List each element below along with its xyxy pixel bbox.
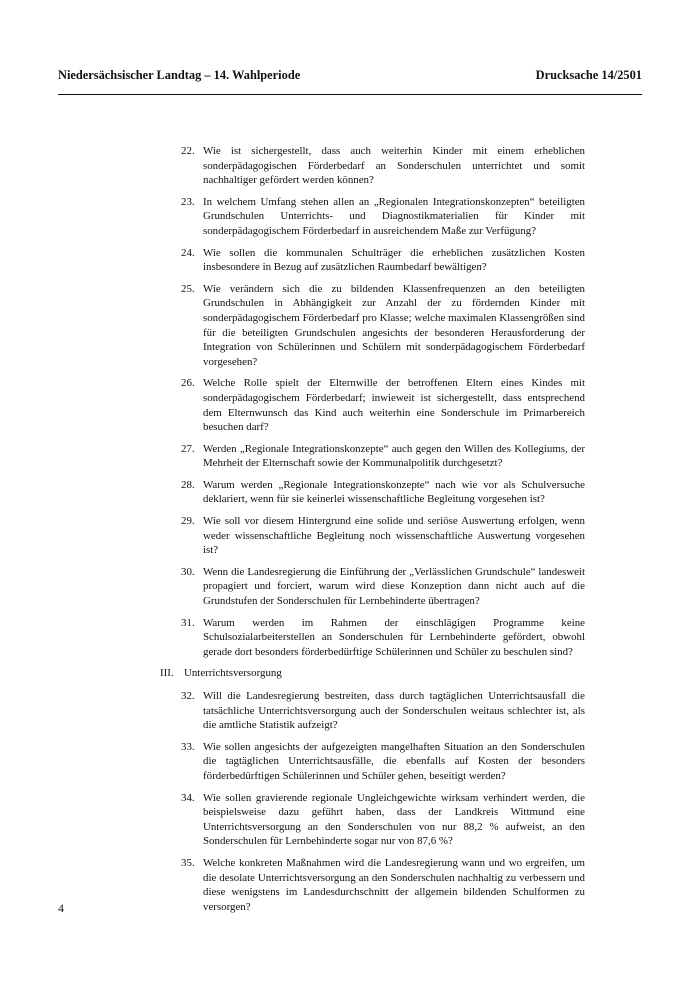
section-title: Unterrichtsversorgung [184,667,282,680]
question-text: Wie verändern sich die zu bildenden Klassenfrequenzen an den beteiligten Grundschulen in Abhängigkeit zur Anzahl der zu fördernden Kinder mit sonderpädagogischem Förderbedarf pro Klasse; welche maximalen Klassengrößen sind für die beteiligten Grundschulen angesichts der besonderen Herausforderung der Integration von Schülerinnen und Schülern mit sonderpädagogischem Förderbedarf vorgesehen? [203,282,585,368]
question-number: 29. [181,515,195,528]
page-number: 4 [58,901,64,915]
question-text: Welche Rolle spielt der Elternwille der betroffenen Eltern eines Kindes mit sonderpädagogischem Förderbedarf; inwieweit ist sichergestellt, dass entsprechend dem Elternwunsch das Kind auch weiterhin eine Sonderschule im Primarbereich besuchen darf? [203,377,585,434]
question-34 [160,791,585,849]
question-number: 25. [181,282,195,295]
question-number: 28. [181,478,195,491]
question-number: 26. [181,377,195,390]
question-text: In welchem Umfang stehen allen an „Regionalen Integrationskonzepten“ beteiligten Grundschulen Unterrichts- und Diagnostikmaterialien für Kinder mit sonderpädagogischem Förderbedarf in ausreichendem Maße zur Verfügung? [203,195,585,237]
question-text: Wie soll vor diesem Hintergrund eine solide und seriöse Auswertung erfolgen, wenn weder wissenschaftliche Begleitung noch wissenschaftliche Auswertung vorgesehen ist? [203,515,585,557]
question-text: Wie ist sichergestellt, dass auch weiterhin Kinder mit einem erheblichen sonderpädagogischen Förderbedarf an Sonderschulen unterrichtet und somit nachhaltiger gefördert werden können? [203,145,585,187]
question-number: 32. [181,690,195,702]
header-rule [58,94,642,95]
section-number: III. [160,667,174,680]
question-28 [160,478,585,507]
question-text: Wie sollen die kommunalen Schulträger die erheblichen zusätzlichen Kosten insbesondere in Bezug auf zusätzlichen Raumbedarf bewältigen? [203,246,585,274]
section-heading [160,666,585,681]
question-number: 35. [181,856,195,869]
question-24 [160,246,585,275]
question-33 [160,740,585,784]
question-32 [160,689,585,733]
question-number: 22. [181,145,195,157]
question-26 [160,376,585,434]
question-number: 34. [181,791,195,804]
question-list [160,144,585,921]
question-text: Wie sollen angesichts der aufgezeigten mangelhaften Situation an den Sonderschulen die tagtäglichen Unterrichtsausfälle, die ebenfalls auf Kosten der besonders förderbedürftigen Schülerinnen und Schüler gehen, beseitigt werden? [203,740,585,782]
question-number: 33. [181,740,195,753]
question-text: Werden „Regionale Integrationskonzepte“ auch gegen den Willen des Kollegiums, der Mehrheit der Elternschaft sowie der Kommunalpolitik durchgesetzt? [203,442,585,470]
question-29 [160,514,585,558]
question-number: 23. [181,195,195,208]
question-23 [160,195,585,239]
header-document-number: Drucksache 14/2501 [535,68,642,82]
question-25 [160,282,585,370]
question-number: 31. [181,616,195,629]
question-27 [160,442,585,471]
header-parliament-title: Niedersächsischer Landtag – 14. Wahlperiode [58,68,301,82]
question-number: 30. [181,565,195,578]
question-text: Wie sollen gravierende regionale Ungleichgewichte wirksam verhindert werden, die beispielsweise dazu geführt haben, dass der Landkreis Wittmund eine Unterrichtsversorgung an den Sonderschulen von nur 88,2 % aufweist, an den Sonderschulen für Lernbehinderte sogar nur von 87,6 %? [203,791,585,848]
page-header [58,68,642,90]
question-31 [160,616,585,660]
question-35 [160,856,585,914]
question-text: Warum werden im Rahmen der einschlägigen Programme keine Schulsozialarbeiterstellen an Sonderschulen für Lernbehinderte gefördert, obwohl gerade dort besonders förderbedürftige Schülerinnen und Schüler zu beschulen sind? [203,616,585,658]
question-22 [160,144,585,188]
question-number: 27. [181,442,195,455]
question-text: Will die Landesregierung bestreiten, dass durch tagtäglichen Unterrichtsausfall die tatsächliche Unterrichtsversorgung auch der Sonderschulen weitaus schlechter ist, als die amtliche Statistik aufzeigt? [203,690,585,732]
question-text: Warum werden „Regionale Integrationskonzepte“ nach wie vor als Schulversuche deklariert, wenn für sie keinerlei wissenschaftliche Begleitung vorgesehen ist? [203,478,585,506]
question-text: Welche konkreten Maßnahmen wird die Landesregierung wann und wo ergreifen, um die desolate Unterrichtsversorgung an den Sonderschulen nachhaltig zu verbessern und diese wenigstens im Landesdurchschnitt der allgemein bildenden Schulformen zu versorgen? [203,856,585,913]
question-text: Wenn die Landesregierung die Einführung der „Verlässlichen Grundschule“ landesweit propagiert und forciert, warum wird diese Konzeption dann nicht auch auf die Grundstufen der Sonderschulen für Lernbehinderte übertragen? [203,565,585,608]
question-number: 24. [181,246,195,259]
question-30 [160,565,585,609]
